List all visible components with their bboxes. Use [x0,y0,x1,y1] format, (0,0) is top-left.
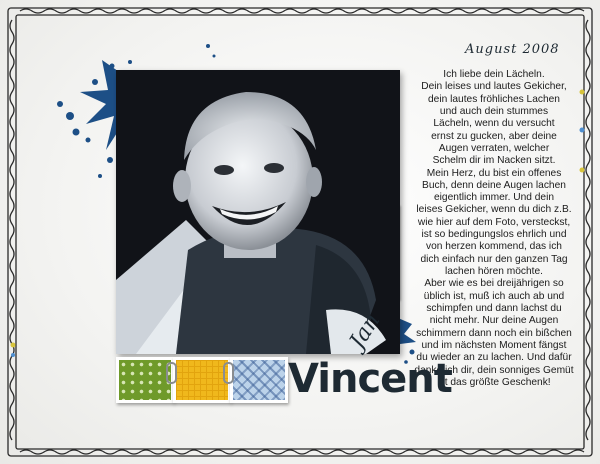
journal-line: ist das größte Geschenk! [437,376,551,388]
journal-line: Dein leises und lautes Gekicher, [421,81,567,93]
journal-line: leises Gekicher, wenn du dich z.B. [416,204,572,216]
date-title: August 2008 [465,42,560,57]
journal-line: schimpfen und dann lachst du [426,302,562,314]
journal-text [404,69,584,389]
journal-line: dich einfach nur den ganzen Tag [420,253,568,265]
journal-line: und auch dein stummes [439,105,549,117]
journal-line: eigentlich immer. Und dein [433,192,555,204]
journal-line: Ich liebe dein Lächeln. [443,69,545,80]
journal-line: danke ich dir, dein sonniges Gemüt [414,364,574,376]
journal-line: üblich ist, muß ich auch ab und [423,290,565,302]
journal-line: Buch, denn deine Augen lachen [422,179,566,191]
journal-line: du wieder an zu lachen. Und dafür [416,352,572,364]
journal-line: dein lautes fröhliches Lachen [428,93,560,105]
journal-line: schimmern dann noch ein bißchen [416,327,572,339]
journal-line: Lächeln, wenn du versucht [433,118,555,130]
journal-line: ist so bedingungslos ehrlich und [421,229,567,241]
paperclip-icon [166,362,177,384]
paper-swatch-blue-plaid [230,357,288,403]
journal-line: nicht mehr. Nur deine Augen [429,315,559,327]
name-first: Jan [345,309,386,354]
journal-line: von herzen kommend, das ich [426,241,562,253]
photo-boy-smiling [116,70,400,354]
journal-line: und im nächsten Moment fängst [421,339,567,351]
journal-line: lachen hören möchte. [445,266,543,277]
journal-line: ernst zu gucken, aber deine [431,130,557,142]
name-title: Vincent [288,356,452,402]
journal-line: Aber wie es bei dreijährigen so [424,278,564,290]
paperclip-icon [223,362,234,384]
journal-line: Mein Herz, du bist ein offenes [426,167,562,179]
journal-line: Augen verraten, welcher [438,142,550,154]
journal-line: Schelm dir im Nacken sitzt. [432,155,556,167]
journal-line: wie hier auf dem Foto, versteckst, [417,216,571,228]
